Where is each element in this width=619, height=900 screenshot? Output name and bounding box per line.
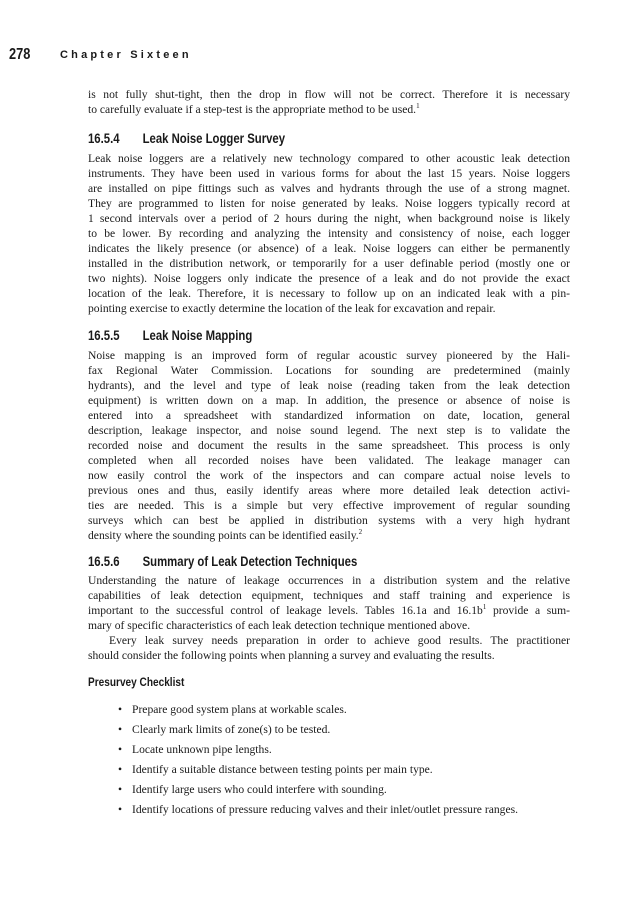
text-line-content: important to the successful control of leakage levels. Tables 16.1a and 16.1b — [88, 604, 483, 617]
text-line: is not fully shut-tight, then the drop in flow will not be correct. Therefore it is necessary — [88, 88, 570, 101]
section-number: 16.5.5 — [88, 328, 120, 343]
footnote-ref: 2 — [358, 528, 363, 536]
text-line-content: provide a sum- — [486, 604, 570, 617]
chapter-title: Chapter Sixteen — [60, 49, 192, 61]
section-title: Summary of Leak Detection Techniques — [142, 554, 358, 569]
text-line-content: to carefully evaluate if a step-test is the appropriate method to be used. — [88, 103, 417, 116]
text-line — [88, 438, 570, 453]
text-line — [88, 166, 570, 181]
section-heading-16-5-5 — [88, 328, 252, 343]
text-line — [88, 211, 570, 226]
text-line — [88, 286, 570, 301]
text-line-content: hydrants), and the level and type of leak noise (reading taken from the leak detection — [88, 379, 570, 392]
checklist-item-text: Prepare good system plans at workable scales. — [132, 703, 347, 716]
text-line — [88, 378, 570, 393]
checklist-heading: Presurvey Checklist — [88, 675, 185, 689]
text-line — [88, 181, 570, 196]
checklist-item-text: Clearly mark limits of zone(s) to be tested. — [132, 723, 331, 736]
checklist-item-text: Identify a suitable distance between testing points per main type. — [132, 763, 433, 776]
text-line-content: completed when all recorded noises have been validated. The leakage manager can — [88, 454, 570, 467]
section-title: Leak Noise Mapping — [142, 328, 253, 343]
text-line-content: previous ones and thus, easily identify areas where more detailed leak detection activi- — [88, 484, 570, 497]
text-line — [88, 513, 570, 528]
text-line-content: are installed on pipe fittings such as valves and hydrants through the use of a strong magnet. — [88, 182, 570, 195]
text-line: mary of specific characteristics of each leak detection technique mentioned above. — [88, 619, 471, 632]
checklist-item — [88, 782, 570, 797]
text-line — [88, 423, 570, 438]
text-line: Understanding the nature of leakage occurrences in a distribution system and the relative — [88, 574, 570, 587]
text-line-content: density where the sounding points can be identified easily. — [88, 529, 359, 542]
text-line-content: location of the leak. Therefore, it is necessary to follow up on an indicated leak with a pin- — [88, 287, 570, 300]
bullet-icon: • — [118, 763, 123, 776]
text-line-content: two nights). Noise loggers only indicate the presence of a leak and do not provide the exact — [88, 272, 570, 285]
text-line: should consider the following points when planning a survey and evaluating the results. — [88, 649, 495, 662]
bullet-icon: • — [118, 703, 123, 716]
text-line-content: surveys which can best be applied in distribution systems with a very high hydrant — [88, 514, 570, 527]
text-line-content: recorded noise and document the results in the same spreadsheet. This process is only — [88, 439, 570, 452]
section-number: 16.5.6 — [88, 554, 120, 569]
text-line: Every leak survey needs preparation in order to achieve good results. The practitioner — [109, 634, 570, 647]
checklist-item — [88, 722, 570, 737]
page-number: 278 — [9, 46, 31, 63]
text-line — [88, 241, 570, 256]
text-line — [88, 468, 570, 483]
section-heading-16-5-6 — [88, 554, 357, 569]
checklist-item-text: Identify large users who could interfere with sounding. — [132, 783, 387, 796]
text-line — [88, 151, 570, 166]
checklist-item — [88, 702, 570, 717]
text-line-content: fax Regional Water Commission. Locations for sounding are predetermined (mainly — [88, 364, 570, 377]
bullet-icon: • — [118, 743, 123, 756]
presurvey-checklist — [88, 702, 570, 822]
section-number: 16.5.4 — [88, 131, 120, 146]
text-line-content: ties are needed. This is a simple but very effective improvement of regular sounding — [88, 499, 570, 512]
text-line — [88, 408, 570, 423]
text-line-content: installed in the distribution network, or temporarily for a user definable period (mostly one or — [88, 257, 570, 270]
text-line-content: 1 second intervals over a period of 2 hours during the night, when background noise is likely — [88, 212, 570, 225]
checklist-item — [88, 762, 570, 777]
text-line-content: entered into a spreadsheet with standardized information on date, location, general — [88, 409, 570, 422]
text-line-content: Leak noise loggers are a relatively new technology compared to other acoustic leak detection — [88, 152, 570, 165]
text-line — [88, 348, 570, 363]
text-line-content: now easily control the work of the inspectors and can compare actual noise levels to — [88, 469, 570, 482]
text-line — [88, 483, 570, 498]
text-line — [88, 528, 570, 543]
text-line — [88, 453, 570, 468]
text-line — [88, 256, 570, 271]
text-line-content: indicates the likely presence (or absence) of a leak. Noise loggers can either be permanently — [88, 242, 570, 255]
intro-paragraph — [88, 87, 570, 117]
text-line — [88, 498, 570, 513]
text-line — [88, 196, 570, 211]
paragraph-leak-noise-logger — [88, 151, 570, 316]
section-heading-16-5-4 — [88, 131, 285, 146]
text-line: capabilities of leak detection equipment, techniques and staff training and experience is — [88, 589, 570, 602]
bullet-icon: • — [118, 723, 123, 736]
text-line-content: instruments. They have been used in various forms for about the last 15 years. Noise loggers — [88, 167, 570, 180]
checklist-item-text: Identify locations of pressure reducing valves and their inlet/outlet pressure ranges. — [132, 803, 519, 816]
text-line-content: equipment) is written down on a map. In addition, the presence or absence of noise is — [88, 394, 570, 407]
text-line — [88, 603, 570, 618]
text-line — [88, 226, 570, 241]
checklist-item — [88, 742, 570, 757]
text-line-content: They are programmed to listen for noise generated by leaks. Noise loggers typically record at — [88, 197, 570, 210]
text-line — [88, 102, 570, 117]
text-line-content: to be lower. By recording and analyzing the intensity and consistency of noise, each logger — [88, 227, 570, 240]
text-line-content: pointing exercise to exactly determine the location of the leak for excavation and repair. — [88, 302, 496, 315]
text-line — [88, 363, 570, 378]
paragraph-summary — [88, 573, 570, 663]
bullet-icon: • — [118, 803, 123, 816]
checklist-item-text: Locate unknown pipe lengths. — [132, 743, 272, 756]
text-line — [88, 301, 570, 316]
text-line — [88, 393, 570, 408]
footnote-ref: 1 — [416, 102, 420, 110]
paragraph-leak-noise-mapping — [88, 348, 570, 543]
checklist-item — [88, 802, 570, 817]
text-line — [88, 271, 570, 286]
bullet-icon: • — [118, 783, 123, 796]
section-title: Leak Noise Logger Survey — [142, 131, 286, 146]
footnote-ref: 1 — [482, 603, 487, 611]
text-line-content: description, leakage inspector, and noise sound legend. The next step is to validate the — [88, 424, 570, 437]
text-line-content: Noise mapping is an improved form of regular acoustic survey pioneered by the Hali- — [88, 349, 570, 362]
